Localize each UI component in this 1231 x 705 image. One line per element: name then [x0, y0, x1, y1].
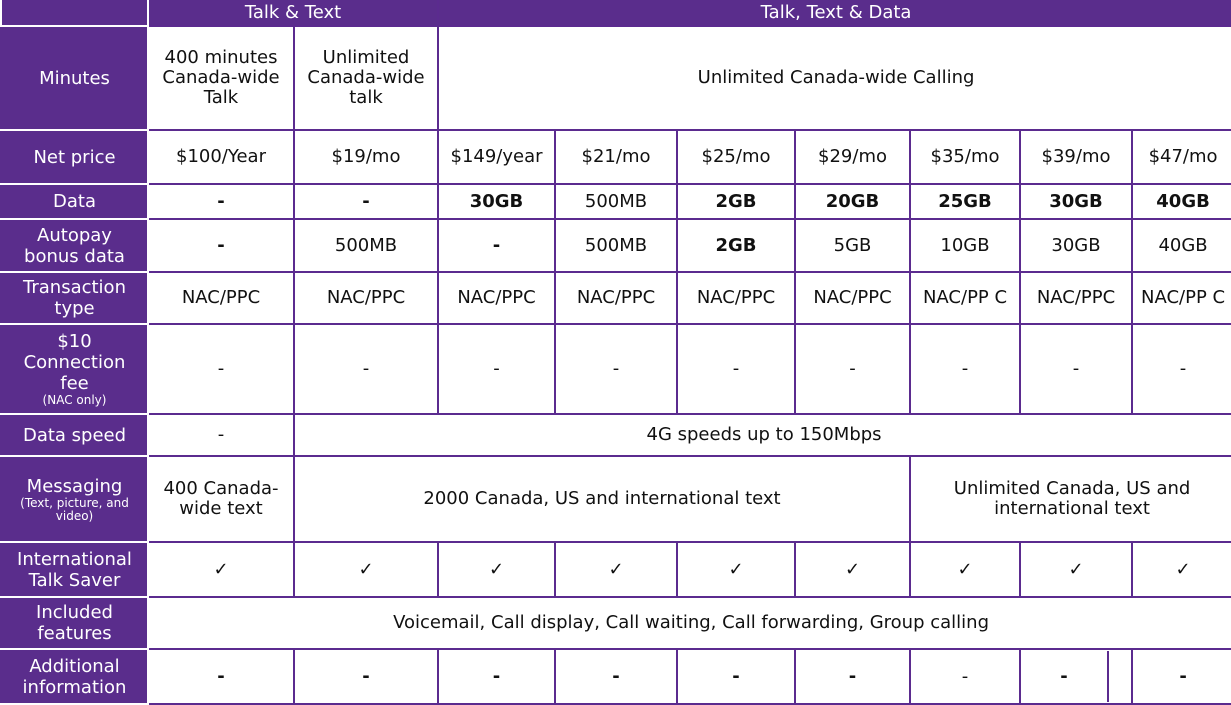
data-cell: 20GB: [795, 184, 910, 219]
transaction-cell: NAC/PPC: [148, 272, 294, 324]
minutes-row: [1, 26, 1231, 130]
net-price-cell: $19/mo: [294, 130, 438, 184]
row-label-net-price: Net price: [1, 130, 148, 184]
additional-cell-faint: -: [910, 649, 1020, 704]
row-label-minutes: Minutes: [1, 26, 148, 130]
connection-fee-cell: -: [910, 324, 1020, 414]
autopay-cell: 500MB: [555, 219, 677, 272]
check-icon: ✓: [438, 542, 555, 597]
data-cell: 30GB: [438, 184, 555, 219]
transaction-cell: NAC/PP C: [1132, 272, 1231, 324]
connection-label-note: (NAC only): [42, 393, 107, 407]
check-icon: ✓: [294, 542, 438, 597]
net-price-cell: $29/mo: [795, 130, 910, 184]
net-price-cell: $149/year: [438, 130, 555, 184]
features-row: [1, 597, 1231, 649]
check-icon: ✓: [1020, 542, 1132, 597]
messaging-plan1: 400 Canada-wide text: [148, 456, 294, 542]
check-icon: ✓: [795, 542, 910, 597]
ild-label-line1: International: [17, 548, 132, 570]
autopay-cell: 10GB: [910, 219, 1020, 272]
row-label-transaction: [1, 272, 148, 324]
additional-label-line1: Additional: [29, 655, 120, 677]
connection-fee-cell: -: [1020, 324, 1132, 414]
check-icon: ✓: [910, 542, 1020, 597]
connection-fee-cell: -: [677, 324, 795, 414]
messaging-high: Unlimited Canada, US and international text: [910, 456, 1231, 542]
transaction-cell: NAC/PPC: [294, 272, 438, 324]
transaction-cell: NAC/PPC: [677, 272, 795, 324]
minutes-plan1: 400 minutes Canada-wide Talk: [148, 26, 294, 130]
row-label-messaging: [1, 456, 148, 542]
additional-label-line2: information: [22, 676, 127, 698]
autopay-cell: 5GB: [795, 219, 910, 272]
transaction-label-line2: type: [54, 298, 95, 319]
ild-label-line2: Talk Saver: [28, 569, 121, 591]
data-row: [1, 184, 1231, 219]
minutes-unlimited: Unlimited Canada-wide Calling: [438, 26, 1231, 130]
check-icon: ✓: [555, 542, 677, 597]
transaction-label-line1: Transaction: [23, 277, 126, 298]
data-cell: 25GB: [910, 184, 1020, 219]
features-label-line1: Included: [36, 602, 113, 623]
data-cell: 2GB: [677, 184, 795, 219]
messaging-mid: 2000 Canada, US and international text: [294, 456, 910, 542]
autopay-cell: 500MB: [294, 219, 438, 272]
row-label-ild: [1, 542, 148, 597]
additional-cell-red: -: [555, 649, 677, 704]
connection-fee-cell: -: [438, 324, 555, 414]
additional-cell: -: [294, 649, 438, 704]
net-price-cell: $39/mo: [1020, 130, 1132, 184]
row-label-data: Data: [1, 184, 148, 219]
additional-cell: -: [148, 649, 294, 704]
group-talk-text-data: Talk, Text & Data: [438, 0, 1231, 26]
additional-cell-red: -: [677, 649, 795, 704]
connection-label-line3: fee: [60, 373, 89, 394]
autopay-cell: -: [438, 219, 555, 272]
features-label-line2: features: [37, 623, 112, 644]
data-speed-rest: 4G speeds up to 150Mbps: [294, 414, 1231, 456]
group-header-row: [1, 0, 1231, 26]
autopay-cell: 40GB: [1132, 219, 1231, 272]
autopay-label-line2: bonus data: [24, 245, 125, 267]
included-features: Voicemail, Call display, Call waiting, Call forwarding, Group calling: [148, 597, 1231, 649]
data-cell: -: [148, 184, 294, 219]
transaction-cell: NAC/PPC: [795, 272, 910, 324]
messaging-row: [1, 456, 1231, 542]
messaging-label-note: (Text, picture, and video): [20, 495, 129, 523]
group-talk-text: Talk & Text: [148, 0, 438, 26]
row-label-features: [1, 597, 148, 649]
autopay-label-line1: Autopay: [37, 224, 112, 246]
data-cell: 30GB: [1020, 184, 1132, 219]
connection-fee-cell: -: [148, 324, 294, 414]
connection-label-line1: $10: [57, 331, 92, 352]
row-label-connection-fee: [1, 324, 148, 414]
additional-cell: -: [795, 649, 910, 704]
connection-fee-cell: -: [294, 324, 438, 414]
data-cell: 40GB: [1132, 184, 1231, 219]
autopay-cell: 30GB: [1020, 219, 1132, 272]
data-cell: 500MB: [555, 184, 677, 219]
autopay-cell: 2GB: [677, 219, 795, 272]
connection-fee-cell: -: [1132, 324, 1231, 414]
net-price-cell: $100/Year: [148, 130, 294, 184]
additional-cell-empty: [1109, 651, 1131, 702]
net-price-row: [1, 130, 1231, 184]
data-speed-plan1: -: [148, 414, 294, 456]
additional-cell-split: [1020, 649, 1132, 704]
transaction-cell: NAC/PP C: [910, 272, 1020, 324]
check-icon: ✓: [1132, 542, 1231, 597]
row-label-data-speed: Data speed: [1, 414, 148, 456]
check-icon: ✓: [677, 542, 795, 597]
connection-fee-row: [1, 324, 1231, 414]
row-label-autopay: [1, 219, 148, 272]
ild-row: [1, 542, 1231, 597]
net-price-cell: $21/mo: [555, 130, 677, 184]
connection-fee-cell: -: [795, 324, 910, 414]
connection-fee-cell: -: [555, 324, 677, 414]
autopay-cell: -: [148, 219, 294, 272]
connection-label-line2: Connection: [23, 352, 126, 373]
transaction-cell: NAC/PPC: [438, 272, 555, 324]
data-speed-row: [1, 414, 1231, 456]
additional-row: [1, 649, 1231, 704]
net-price-cell: $47/mo: [1132, 130, 1231, 184]
transaction-cell: NAC/PPC: [1020, 272, 1132, 324]
transaction-row: [1, 272, 1231, 324]
autopay-row: [1, 219, 1231, 272]
transaction-cell: NAC/PPC: [555, 272, 677, 324]
minutes-plan2: Unlimited Canada-wide talk: [294, 26, 438, 130]
additional-cell: -: [1021, 651, 1109, 702]
data-cell: -: [294, 184, 438, 219]
corner-cell: [1, 0, 148, 26]
net-price-cell: $25/mo: [677, 130, 795, 184]
messaging-label: Messaging: [26, 475, 123, 497]
check-icon: ✓: [148, 542, 294, 597]
additional-cell: -: [438, 649, 555, 704]
net-price-cell: $35/mo: [910, 130, 1020, 184]
additional-cell: -: [1132, 649, 1231, 704]
row-label-additional: [1, 649, 148, 704]
